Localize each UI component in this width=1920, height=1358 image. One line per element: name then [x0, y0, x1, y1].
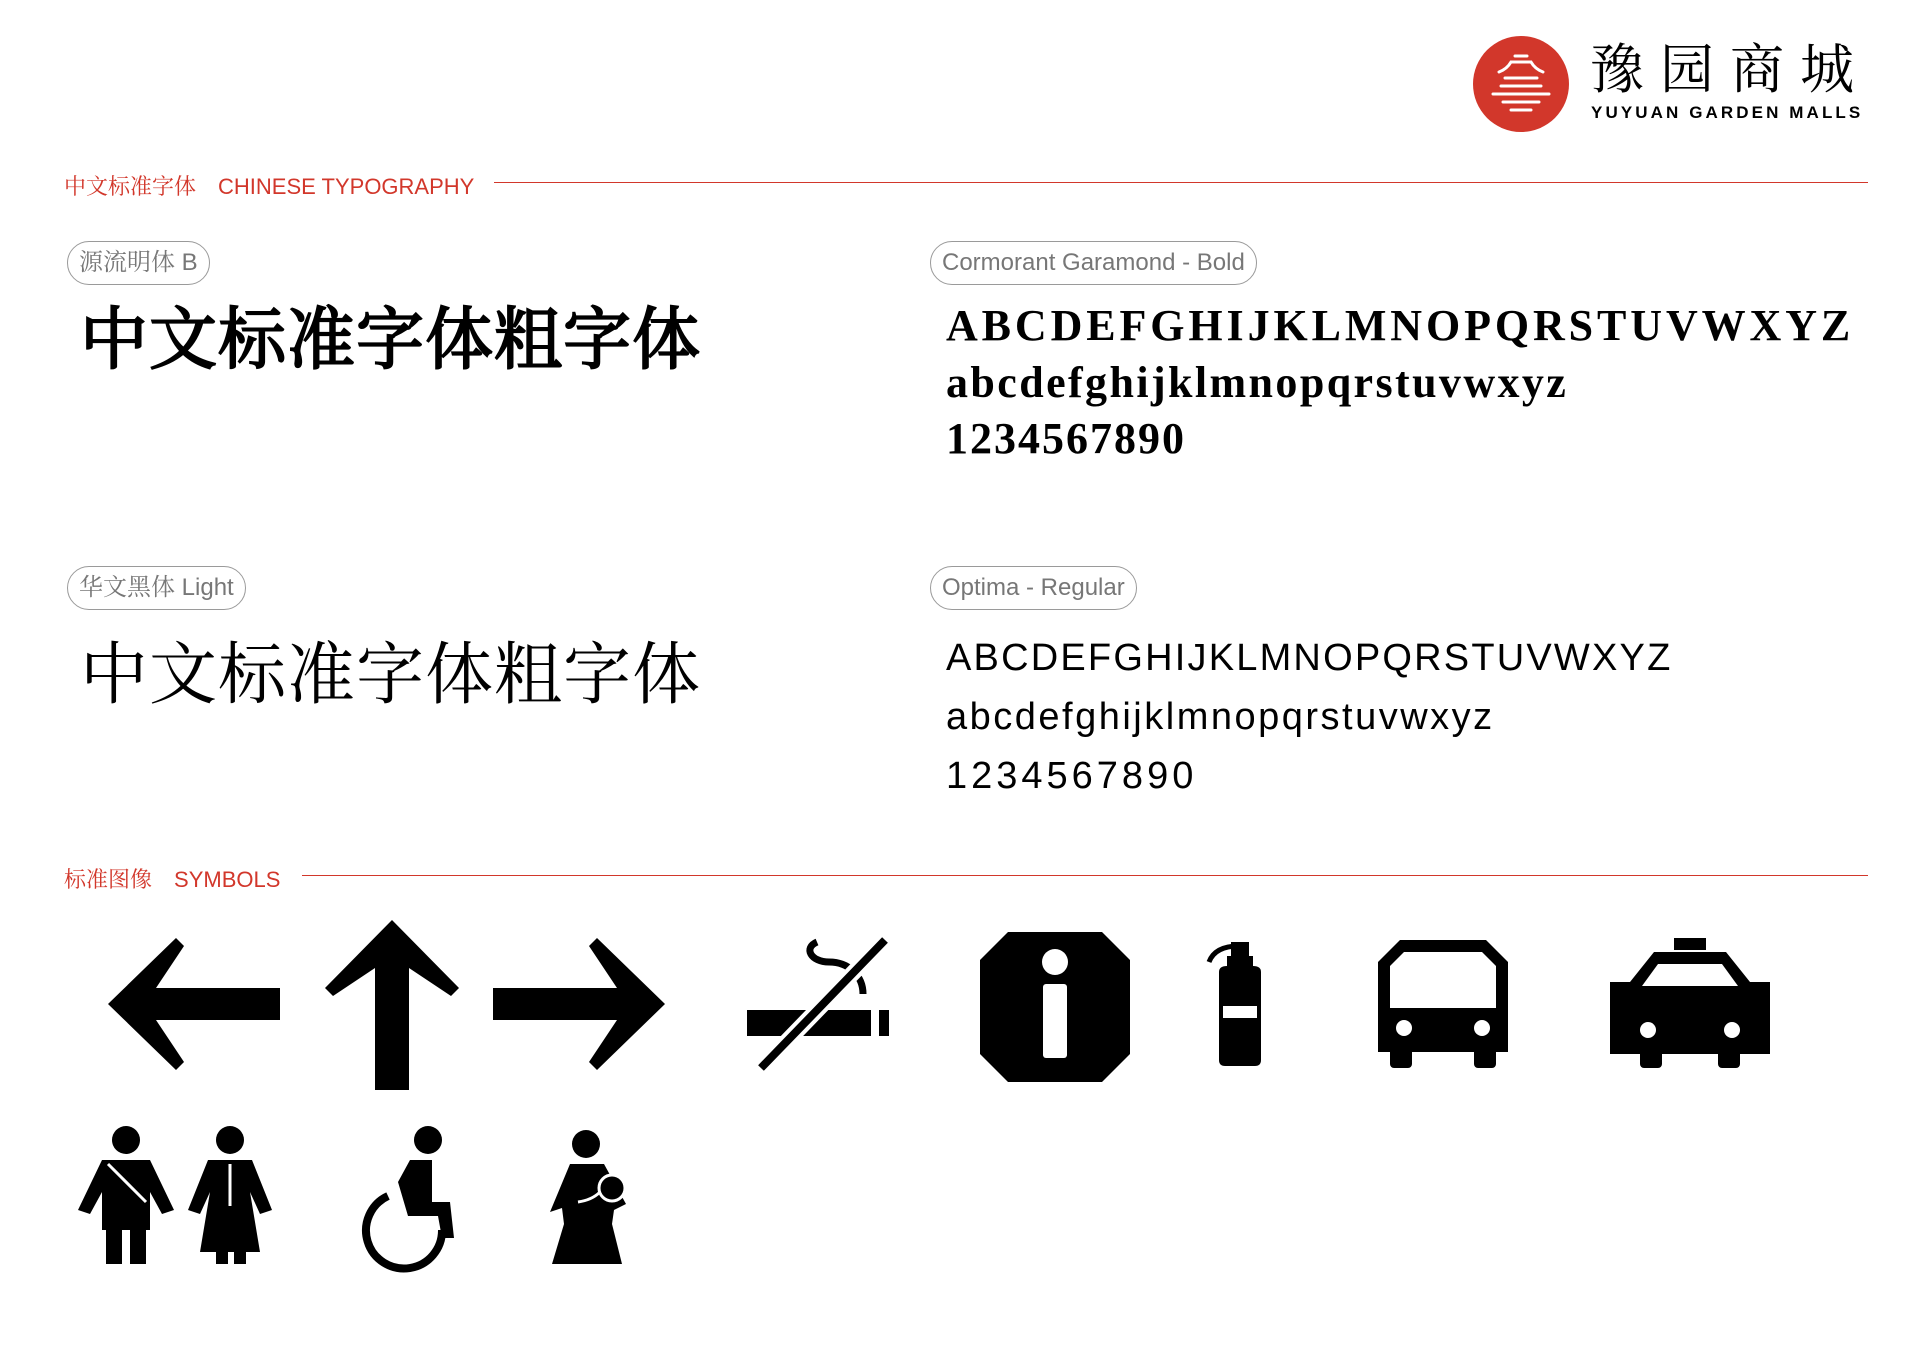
- font-sample-lowercase: abcdefghijklmnopqrstuvwxyz: [946, 358, 1569, 407]
- fire-extinguisher-icon: [1205, 942, 1271, 1066]
- font-name-badge: Optima - Regular: [930, 566, 1137, 610]
- section-divider: [494, 182, 1868, 183]
- brand-name-en: YUYUAN GARDEN MALLS: [1591, 103, 1864, 122]
- font-name-badge: 华文黑体 Light: [67, 566, 246, 610]
- font-sample-lowercase: abcdefghijklmnopqrstuvwxyz: [946, 696, 1495, 738]
- typography-section-title: [64, 170, 474, 201]
- pavilion-icon: [1473, 36, 1569, 132]
- font-name-badge: 源流明体 B: [67, 241, 210, 285]
- taxi-icon: [1610, 938, 1770, 1070]
- font-sample-digits: 1234567890: [946, 414, 1186, 463]
- toilets-icon: [76, 1126, 276, 1264]
- symbols-section-title: [64, 863, 280, 894]
- information-icon: [980, 932, 1130, 1082]
- font-sample-uppercase: ABCDEFGHIJKLMNOPQRSTUVWXYZ: [946, 637, 1673, 679]
- font-name-badge: Cormorant Garamond - Bold: [930, 241, 1257, 285]
- font-sample-cn-bold: 中文标准字体粗字体: [80, 300, 702, 380]
- font-sample-digits: 1234567890: [946, 755, 1198, 797]
- arrow-left-icon: [108, 938, 280, 1070]
- arrow-up-icon: [325, 920, 459, 1090]
- nursing-room-icon: [548, 1130, 634, 1264]
- accessible-icon: [358, 1126, 464, 1268]
- section-label-en: CHINESE TYPOGRAPHY: [218, 174, 475, 199]
- section-label-cn: 中文标准字体: [64, 174, 197, 199]
- section-divider: [302, 875, 1868, 876]
- arrow-right-icon: [493, 938, 665, 1070]
- brand-name-cn: 豫园商城: [1590, 38, 1870, 101]
- section-label-cn: 标准图像: [64, 867, 153, 892]
- brand-logo-mark: [1473, 36, 1569, 132]
- font-sample-cn-light: 中文标准字体粗字体: [80, 636, 702, 715]
- font-sample-uppercase: ABCDEFGHIJKLMNOPQRSTUVWXYZ: [946, 301, 1855, 350]
- no-smoking-icon: [745, 932, 895, 1074]
- section-label-en: SYMBOLS: [174, 867, 281, 892]
- bus-icon: [1378, 940, 1508, 1068]
